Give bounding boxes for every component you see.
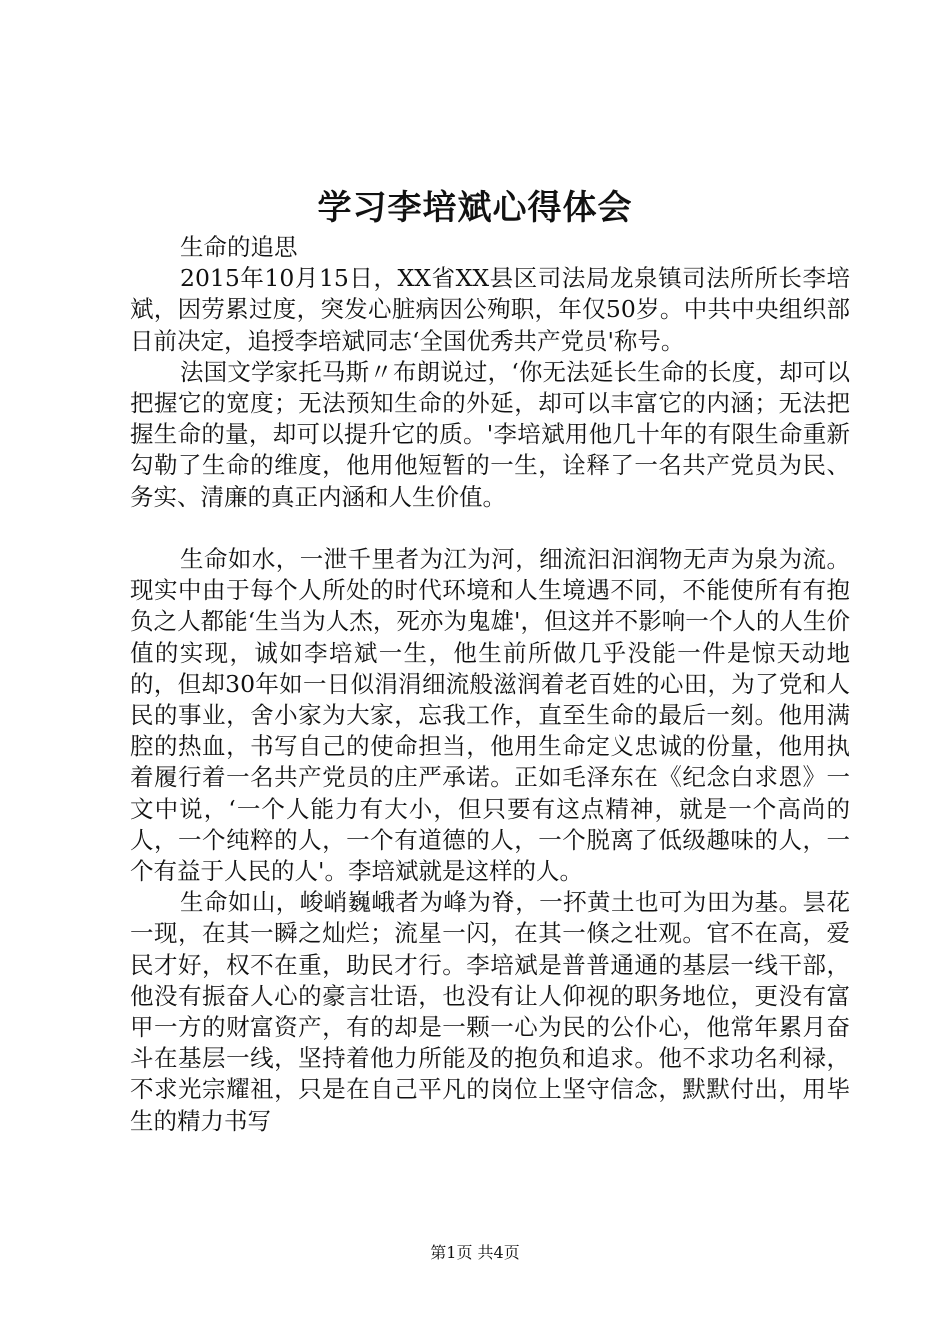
- page-footer: 第1页 共4页: [430, 1243, 520, 1262]
- paragraph: 生命如山，峻峭巍峨者为峰为脊，一抔黄土也可为田为基。昙花一现，在其一瞬之灿烂；流星一闪，在其一倏之壮观。官不在高，爱民才好，权不在重，助民才行。李培斌是普普通通的基层一线干部，他没有振奋人心的豪言壮语，也没有让人仰视的职务地位，更没有富甲一方的财富资产，有的却是一颗一心为民的公仆心，他常年累月奋斗在基层一线，坚持着他力所能及的抱负和追求。他不求功名利禄，不求光宗耀祖，只是在自己平凡的岗位上坚守信念，默默付出，用毕生的精力书写: [130, 888, 850, 1135]
- paragraph: 法国文学家托马斯〃布朗说过，‘你无法延长生命的长度，却可以把握它的宽度；无法预知生命的外延，却可以丰富它的内涵；无法把握生命的量，却可以提升它的质。'李培斌用他几十年的有限生命重新勾勒了生命的维度，他用他短暂的一生，诠释了一名共产党员为民、务实、清廉的真正内涵和人生价值。: [130, 357, 850, 511]
- page-title: 学习李培斌心得体会: [317, 188, 633, 228]
- section-heading: 生命的追思: [180, 233, 298, 261]
- paragraph: 生命如水，一泄千里者为江为河，细流汩汩润物无声为泉为流。现实中由于每个人所处的时代环境和人生境遇不同，不能使所有有抱负之人都能‘生当为人杰，死亦为鬼雄'，但这并不影响一个人的人生价值的实现，诚如李培斌一生，他生前所做几乎没能一件是惊天动地的，但却30年如一日似涓涓细流般滋润着老百姓的心田，为了党和人民的事业，舍小家为大家，忘我工作，直至生命的最后一刻。他用满腔的热血，书写自己的使命担当，他用生命定义忠诚的份量，他用执着履行着一名共产党员的庄严承诺。正如毛泽东在《纪念白求恩》一文中说，‘一个人能力有大小，但只要有这点精神，就是一个高尚的人，一个纯粹的人，一个有道德的人，一个脱离了低级趣味的人，一个有益于人民的人'。李培斌就是这样的人。: [130, 545, 850, 886]
- document-body: [130, 232, 850, 1137]
- paragraph: 2015年10月15日，XX省XX县区司法局龙泉镇司法所所长李培斌，因劳累过度，突发心脏病因公殉职，年仅50岁。中共中央组织部日前决定，追授李培斌同志‘全国优秀共产党员'称号。: [130, 264, 850, 355]
